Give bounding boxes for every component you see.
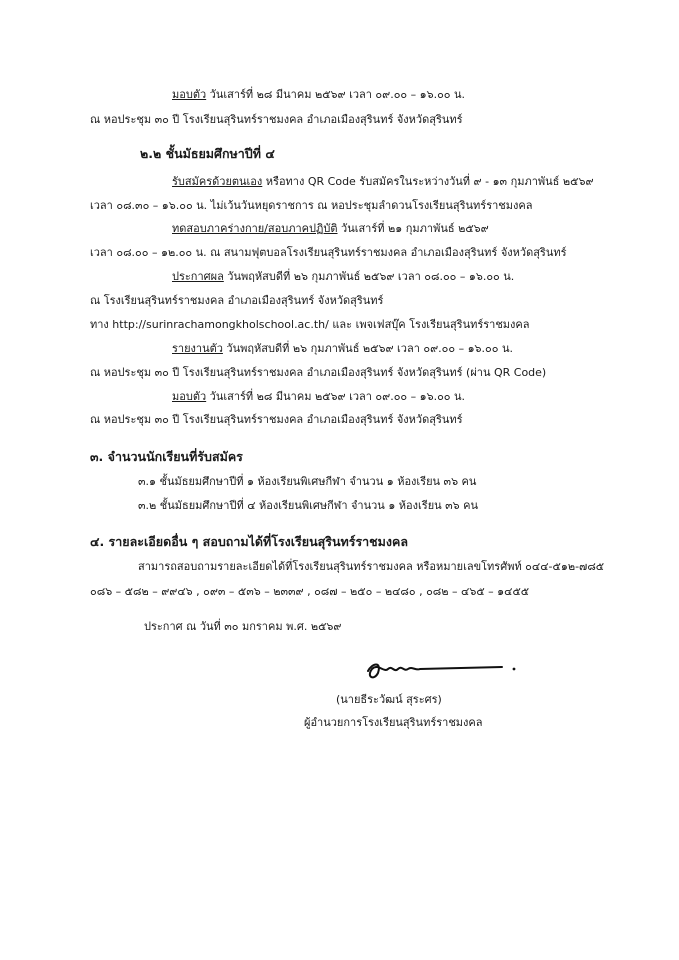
apply-line-2: เวลา ๐๘.๓๐ – ๑๖.๐๐ น. ไม่เว้นวันหยุดราชการ ณ หอประชุมลำดวนโรงเรียนสุรินทร์ราชมงคล: [90, 199, 533, 212]
enroll-detail-m4: วันเสาร์ที่ ๒๘ มีนาคม ๒๕๖๙ เวลา ๐๙.๐๐ – ๑๖.๐๐ น.: [206, 390, 466, 403]
quota-row-m4: ๓.๒ ชั้นมัธยมศึกษาปีที่ ๔ ห้องเรียนพิเศษกีฬา จำนวน ๑ ห้องเรียน ๓๖ คน: [138, 499, 479, 512]
announce-label: ประกาศผล: [172, 270, 224, 283]
contact-line: สามารถสอบถามรายละเอียดได้ที่โรงเรียนสุรินทร์ราชมงคล หรือหมายเลขโทรศัพท์ ๐๔๔-๕๑๒-๗๘๕: [138, 560, 605, 573]
apply-line: [172, 175, 594, 189]
report-line: [172, 342, 513, 356]
signature-image: [362, 655, 522, 685]
test-label: ทดสอบภาคร่างกาย/สอบภาคปฏิบัติ: [172, 222, 338, 235]
enroll-label-m1: มอบตัว: [172, 88, 207, 101]
enroll-detail-m1: วันเสาร์ที่ ๒๘ มีนาคม ๒๕๖๙ เวลา ๐๙.๐๐ – ๑๖.๐๐ น.: [206, 88, 466, 101]
signatory-name: (นายธีระวัฒน์ สุระศร): [336, 693, 442, 706]
signatory-position: ผู้อำนวยการโรงเรียนสุรินทร์ราชมงคล: [304, 716, 483, 729]
report-detail: วันพฤหัสบดีที่ ๒๖ กุมภาพันธ์ ๒๕๖๙ เวลา ๐๙.๐๐ – ๑๖.๐๐ น.: [222, 342, 513, 355]
report-label: รายงานตัว: [172, 342, 223, 355]
announce-line: [172, 270, 514, 284]
quota-row-m1: ๓.๑ ชั้นมัธยมศึกษาปีที่ ๑ ห้องเรียนพิเศษกีฬา จำนวน ๑ ห้องเรียน ๓๖ คน: [138, 475, 477, 488]
announce-line-3: ทาง http://surinrachamongkholschool.ac.th/ และ เพจเฟสบุ๊ค โรงเรียนสุรินทร์ราชมงคล: [90, 318, 530, 331]
announce-detail: วันพฤหัสบดีที่ ๒๖ กุมภาพันธ์ ๒๕๖๙ เวลา ๐๘.๐๐ – ๑๖.๐๐ น.: [223, 270, 515, 283]
section-2-2-heading: ๒.๒ ชั้นมัธยมศึกษาปีที่ ๔: [140, 146, 275, 161]
section-4-heading: ๔. รายละเอียดอื่น ๆ สอบถามได้ที่โรงเรียนสุรินทร์ราชมงคล: [90, 534, 409, 549]
announcement-date: ประกาศ ณ วันที่ ๓๐ มกราคม พ.ศ. ๒๕๖๙: [144, 620, 342, 633]
enroll-venue-m4: ณ หอประชุม ๓๐ ปี โรงเรียนสุรินทร์ราชมงคล อำเภอเมืองสุรินทร์ จังหวัดสุรินทร์: [90, 413, 463, 426]
enroll-line-m4: [172, 390, 465, 404]
enroll-label-m4: มอบตัว: [172, 390, 207, 403]
phone-numbers-line: ๐๘๖ – ๕๘๒ – ๙๙๔๖ , ๐๙๓ – ๕๓๖ – ๒๓๓๙ , ๐๘๗ – ๒๕๐ – ๒๔๘๐ , ๐๘๒ – ๔๖๕ – ๑๔๕๕: [90, 585, 530, 598]
apply-detail: หรือทาง QR Code รับสมัครในระหว่างวันที่ ๙ - ๑๓ กุมภาพันธ์ ๒๕๖๙: [262, 175, 594, 188]
enroll-line-m1: [172, 88, 465, 102]
report-line-2: ณ หอประชุม ๓๐ ปี โรงเรียนสุรินทร์ราชมงคล อำเภอเมืองสุรินทร์ จังหวัดสุรินทร์ (ผ่าน QR Code): [90, 366, 547, 379]
test-line: [172, 222, 489, 236]
test-detail: วันเสาร์ที่ ๒๑ กุมภาพันธ์ ๒๕๖๙: [337, 222, 489, 235]
apply-label: รับสมัครด้วยตนเอง: [172, 175, 263, 188]
section-3-heading: ๓. จำนวนนักเรียนที่รับสมัคร: [90, 449, 243, 464]
enroll-venue-m1: ณ หอประชุม ๓๐ ปี โรงเรียนสุรินทร์ราชมงคล อำเภอเมืองสุรินทร์ จังหวัดสุรินทร์: [90, 113, 463, 126]
test-line-2: เวลา ๐๘.๐๐ – ๑๒.๐๐ น. ณ สนามฟุตบอลโรงเรียนสุรินทร์ราชมงคล อำเภอเมืองสุรินทร์ จังหวัดสุรินทร์: [90, 246, 567, 259]
announce-line-2: ณ โรงเรียนสุรินทร์ราชมงคล อำเภอเมืองสุรินทร์ จังหวัดสุรินทร์: [90, 294, 384, 307]
